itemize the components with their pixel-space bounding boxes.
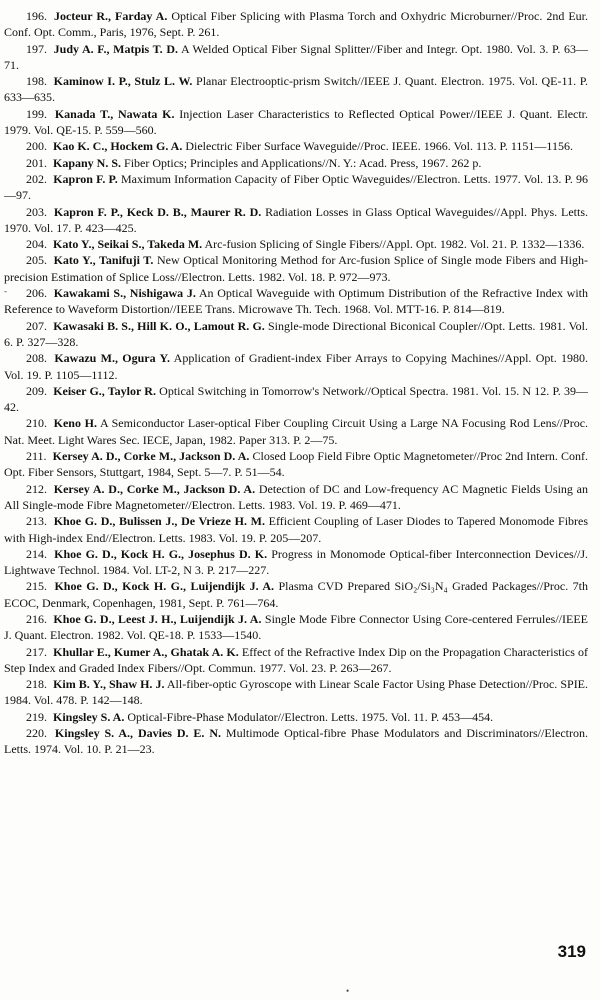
reference-text: Application of Gradient-index Fiber Arrays to Copying Machines//Appl. Opt. 1980. Vol. 19. P. 1105—1112. xyxy=(4,351,589,382)
reference-item xyxy=(4,171,588,204)
reference-authors: Kato Y., Tanifuji T. xyxy=(53,253,154,268)
reference-item xyxy=(4,448,588,481)
reference-text: Progress in Monomode Optical-fiber Interconnection Devices//J. Lightwave Technol. 1984. Vol. LT-2, N 3. P. 217—227. xyxy=(4,546,589,578)
reference-text: A Semiconductor Laser-optical Fiber Coupling Circuit Using a Large NA Focusing Rod Lens//Proc. Nat. Meet. Light Wares Sec. IECE, Japan, 1982. Paper 313. P. 2—75. xyxy=(4,416,589,447)
reference-authors: Khoe G. D., Bulissen J., De Vrieze H. M. xyxy=(53,514,265,529)
reference-item xyxy=(4,644,588,677)
reference-text: Optical Fiber Splicing with Plasma Torch and Oxhydric Microburner//Proc. 2nd Eur. Conf. Opt. Comm., Paris, 1976, Sept. P. 261. xyxy=(4,9,589,40)
reference-number: 196. xyxy=(26,9,47,23)
reference-authors: Kingsley S. A. xyxy=(53,709,125,724)
reference-item xyxy=(4,709,588,725)
reference-number: 200. xyxy=(26,139,47,154)
reference-item xyxy=(4,481,588,514)
reference-authors: Kingsley S. A., Davies D. E. N. xyxy=(54,726,221,741)
reference-number: 198. xyxy=(26,74,47,89)
reference-item xyxy=(4,138,588,154)
reference-item xyxy=(4,41,588,74)
reference-authors: Kato Y., Seikai S., Takeda M. xyxy=(53,237,203,252)
reference-item xyxy=(4,204,588,237)
reference-number: 214. xyxy=(26,546,47,561)
reference-authors: Kersey A. D., Corke M., Jackson D. A. xyxy=(53,481,256,496)
reference-number: 201. xyxy=(26,155,47,170)
reference-number: 207. xyxy=(26,318,47,333)
reference-number: 218. xyxy=(26,677,47,692)
reference-authors: Kim B. Y., Shaw H. J. xyxy=(53,677,165,692)
reference-text: Injection Laser Characteristics to Reflected Optical Power//IEEE J. Quant. Electr. 1979. Vol. QE-15. P. 559—560. xyxy=(4,106,589,138)
reference-text: An Optical Waveguide with Optimum Distribution of the Refractive Index with Reference to Waveform Distortion//IEEE Trans. Microwave Th. Tech. 1968. Vol. MTT-16. P. 814—819. xyxy=(4,286,588,317)
reference-item xyxy=(4,513,588,546)
reference-text: Single-mode Directional Biconical Coupler//Opt. Letts. 1981. Vol. 6. P. 327—328. xyxy=(4,318,589,349)
reference-number: 216. xyxy=(26,611,47,626)
reference-authors: Kersey A. D., Corke M., Jackson D. A. xyxy=(52,449,250,464)
reference-authors: Khoe G. D., Kock H. G., Josephus D. K. xyxy=(54,546,268,561)
reference-item xyxy=(4,578,588,611)
reference-text: Dielectric Fiber Surface Waveguide//Proc. IEEE. 1966. Vol. 113. P. 1151—1156. xyxy=(185,139,573,154)
reference-number: 202. xyxy=(26,171,47,186)
reference-number: 219. xyxy=(26,709,47,724)
reference-item xyxy=(4,252,588,285)
reference-authors: Kao K. C., Hockem G. A. xyxy=(53,139,183,154)
reference-item xyxy=(4,73,588,106)
reference-number: 217. xyxy=(26,644,47,659)
reference-authors: Kapron F. P., Keck D. B., Maurer R. D. xyxy=(53,204,262,219)
reference-text: Fiber Optics; Principles and Applications//N. Y.: Acad. Press, 1967. 262 p. xyxy=(124,155,482,170)
reference-authors: Kawakami S., Nishigawa J. xyxy=(53,286,196,301)
reference-text: New Optical Monitoring Method for Arc-fusion Splice of Single mode Fibers and High-precision Estimation of Splice Loss//Electron. Letts. 1982. Vol. 18. P. 972—973. xyxy=(4,253,589,284)
reference-authors: Kapron F. P. xyxy=(53,171,118,186)
reference-item xyxy=(4,106,588,139)
reference-text: Plasma CVD Prepared SiO₂/Si₃N₄ Graded Packages//Proc. 7th ECOC, Denmark, Copenhagen, 1981, Sept. P. 761—764. xyxy=(4,579,589,610)
reference-authors: Judy A. F., Matpis T. D. xyxy=(53,41,178,56)
reference-authors: Keno H. xyxy=(53,416,97,431)
reference-number: 205. xyxy=(26,253,47,268)
reference-text: Detection of DC and Low-frequency AC Magnetic Fields Using an All Single-mode Fibre Magnetometer//Electron. Letts. 1983. Vol. 19. P. 469—471. xyxy=(4,481,589,512)
reference-authors: Khoe G. D., Leest J. H., Luijendijk J. A. xyxy=(53,611,262,626)
reference-text: Multimode Optical-fibre Phase Modulators and Discriminators//Electron. Letts. 1974. Vol. 10. P. 21—23. xyxy=(4,726,589,757)
reference-list xyxy=(4,8,588,758)
reference-authors: Kapany N. S. xyxy=(53,155,122,170)
scan-mark: • xyxy=(346,986,350,996)
reference-item xyxy=(4,318,588,351)
reference-text: Effect of the Refractive Index Dip on the Propagation Characteristics of Step Index and Graded Index Fibers//Opt. Commun. 1977. Vol. 23. P. 263—267. xyxy=(4,644,589,675)
reference-number: 204. xyxy=(26,237,47,252)
reference-item xyxy=(4,383,588,416)
reference-item xyxy=(4,285,588,318)
reference-item xyxy=(4,725,588,758)
reference-text: Efficient Coupling of Laser Diodes to Tapered Monomode Fibres with High-index End//Electron. Letts. 1983. Vol. 19. P. 205—207. xyxy=(4,514,589,545)
reference-number: 206. xyxy=(26,286,47,301)
reference-item xyxy=(4,350,588,383)
reference-item xyxy=(4,415,588,448)
reference-item xyxy=(4,236,588,252)
page-number: 319 xyxy=(557,942,586,961)
reference-text: All-fiber-optic Gyroscope with Linear Scale Factor Using Phase Detection//Proc. SPIE. 1984. Vol. 478. P. 142—148. xyxy=(4,677,589,708)
reference-text: Optical-Fibre-Phase Modulator//Electron. Letts. 1975. Vol. 11. P. 453—454. xyxy=(127,709,494,724)
reference-number: 208. xyxy=(26,351,47,366)
reference-number: 203. xyxy=(26,204,47,219)
reference-item xyxy=(4,155,588,171)
reference-text: Arc-fusion Splicing of Single Fibers//Appl. Opt. 1982. Vol. 21. P. 1332—1336. xyxy=(204,237,585,252)
reference-item xyxy=(4,611,588,644)
reference-number: 199. xyxy=(26,106,47,121)
reference-number: 197. xyxy=(26,41,47,56)
reference-text: Single Mode Fibre Connector Using Core-centered Ferrules//IEEE J. Quant. Electron. 1982. Vol. QE-18. P. 1533—1540. xyxy=(4,611,588,643)
reference-text: Optical Switching in Tomorrow's Network//Optical Spectra. 1981. Vol. 15. N 12. P. 39—42. xyxy=(4,383,588,415)
reference-number: 220. xyxy=(26,726,47,741)
reference-authors: Kaminow I. P., Stulz L. W. xyxy=(53,74,193,89)
reference-authors: Keiser G., Taylor R. xyxy=(53,383,156,398)
reference-number: 212. xyxy=(26,481,47,496)
reference-authors: Kawasaki B. S., Hill K. O., Lamout R. G. xyxy=(53,318,265,333)
reference-number: 210. xyxy=(26,416,47,431)
reference-item xyxy=(4,676,588,709)
reference-authors: Jocteur R., Farday A. xyxy=(53,9,168,23)
reference-text: Maximum Information Capacity of Fiber Optic Waveguides//Electron. Letts. 1977. Vol. 13. P. 96—97. xyxy=(4,171,589,203)
reference-authors: Kawazu M., Ogura Y. xyxy=(54,351,171,366)
reference-number: 215. xyxy=(26,579,47,594)
reference-text: Radiation Losses in Glass Optical Waveguides//Appl. Phys. Letts. 1970. Vol. 17. P. 423—425. xyxy=(4,204,589,235)
reference-number: 209. xyxy=(26,383,47,398)
reference-item xyxy=(4,8,588,41)
reference-item xyxy=(4,546,588,579)
reference-authors: Khullar E., Kumer A., Ghatak A. K. xyxy=(53,644,239,659)
reference-number: 213. xyxy=(26,514,47,529)
reference-text: Planar Electrooptic-prism Switch//IEEE J. Quant. Electron. 1975. Vol. QE-11. P. 633—635. xyxy=(4,74,589,105)
reference-authors: Khoe G. D., Kock H. G., Luijendijk J. A. xyxy=(54,579,275,594)
reference-authors: Kanada T., Nawata K. xyxy=(54,106,175,121)
reference-text: Closed Loop Field Fibre Optic Magnetometer//Proc 2nd Intern. Conf. Opt. Fiber Sensors, Stuttgart, 1984, Sept. 5—7. P. 51—54. xyxy=(4,449,589,480)
reference-number: 211. xyxy=(26,449,47,464)
scan-mark: - xyxy=(4,286,7,296)
reference-text: A Welded Optical Fiber Signal Splitter//Fiber and Integr. Opt. 1980. Vol. 3. P. 63—71. xyxy=(4,41,588,72)
